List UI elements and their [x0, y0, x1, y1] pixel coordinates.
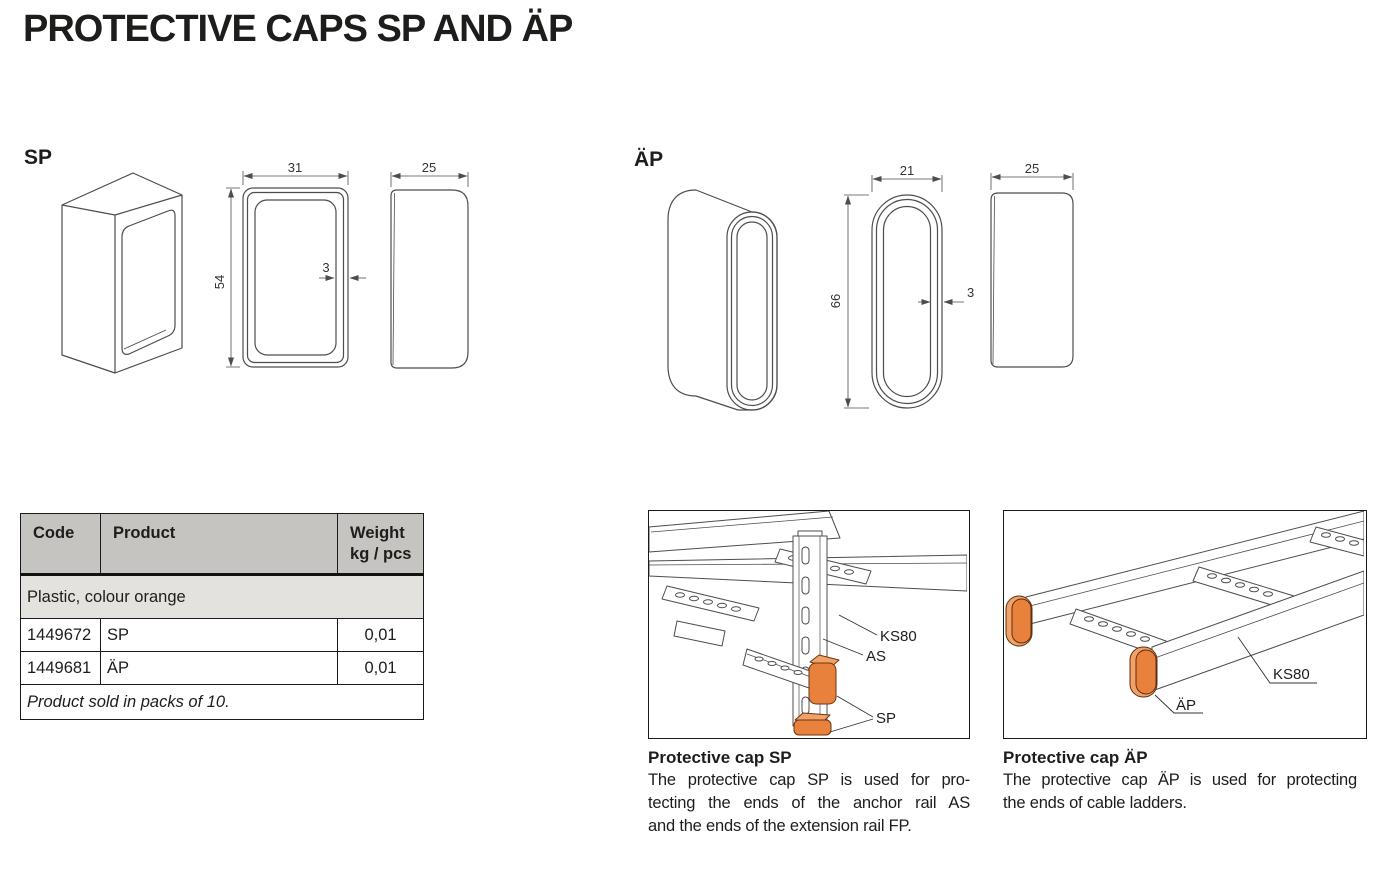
- sp-front-view: [243, 188, 348, 367]
- caption-ap-title: Protective cap ÄP: [1003, 748, 1148, 767]
- table-header-row: [21, 514, 424, 575]
- page-title: PROTECTIVE CAPS SP AND ÄP: [23, 8, 573, 50]
- cell-weight: 0,01: [338, 619, 424, 652]
- caption-sp: [648, 746, 970, 838]
- caption-ap: [1003, 746, 1357, 815]
- sp-3d-view: [62, 173, 182, 373]
- table-group-row: [21, 575, 424, 619]
- group-row-label: Plastic, colour orange: [21, 575, 424, 619]
- cell-product: SP: [100, 619, 337, 652]
- sp-dim-depth: 25: [421, 160, 437, 175]
- sp-section-label: SP: [24, 146, 53, 169]
- ap-side-view: [991, 193, 1073, 367]
- ap-dim-wall: 3: [967, 285, 975, 300]
- sp-dim-width: 31: [287, 160, 303, 175]
- cell-product: ÄP: [100, 652, 337, 685]
- figure-sp-illustration: [649, 511, 967, 736]
- ap-dim-width: 21: [899, 163, 915, 178]
- caption-sp-title: Protective cap SP: [648, 748, 792, 767]
- ap-section-label: ÄP: [634, 148, 664, 171]
- figure-ap: [1003, 510, 1367, 739]
- cell-weight: 0,01: [338, 652, 424, 685]
- bracket-stub: [674, 621, 725, 646]
- product-table: [20, 513, 424, 720]
- caption-sp-line: and the ends of the extension rail FP.: [648, 817, 912, 835]
- weight-header-line2: kg / pcs: [350, 545, 412, 563]
- cell-code: 1449681: [21, 652, 101, 685]
- sp-technical-drawing: [35, 160, 475, 390]
- label-ks80: KS80: [880, 628, 917, 645]
- caption-sp-line: tecting the ends of the anchor rail AS: [648, 794, 970, 812]
- sp-cap-bottom: [794, 713, 831, 735]
- label-as: AS: [866, 648, 887, 665]
- col-header-code: Code: [21, 514, 101, 575]
- weight-header-line1: Weight: [350, 524, 405, 542]
- label-ks80: KS80: [1273, 666, 1310, 683]
- col-header-product: Product: [100, 514, 337, 575]
- figure-ap-illustration: [1004, 511, 1364, 736]
- label-ap: ÄP: [1176, 697, 1197, 714]
- sp-dim-height: 54: [212, 274, 227, 290]
- caption-ap-line: The protective cap ÄP is used for protecting: [1003, 771, 1357, 789]
- ap-technical-drawing: [630, 160, 1090, 420]
- caption-ap-line: the ends of cable ladders.: [1003, 794, 1187, 812]
- cell-code: 1449672: [21, 619, 101, 652]
- sp-cap-side: [809, 655, 839, 704]
- sp-side-view: [391, 190, 468, 368]
- ap-3d-view: [668, 190, 777, 410]
- ap-dim-depth: 25: [1024, 161, 1040, 176]
- ap-cap-left: [1006, 596, 1032, 646]
- ap-front-view: [872, 195, 942, 408]
- sp-dim-wall: 3: [322, 260, 330, 275]
- table-footnote-row: [21, 685, 424, 720]
- figure-sp: [648, 510, 970, 739]
- ladder-rung: [662, 586, 759, 621]
- table-row: [21, 619, 424, 652]
- col-header-weight: [338, 514, 424, 575]
- table-footnote: Product sold in packs of 10.: [21, 685, 424, 720]
- table-row: [21, 652, 424, 685]
- label-sp: SP: [876, 710, 897, 727]
- ap-cap-front: [1130, 647, 1157, 697]
- ap-dimensions: [844, 173, 1073, 408]
- ap-dim-height: 66: [828, 293, 843, 309]
- caption-sp-line: The protective cap SP is used for pro-: [648, 771, 970, 789]
